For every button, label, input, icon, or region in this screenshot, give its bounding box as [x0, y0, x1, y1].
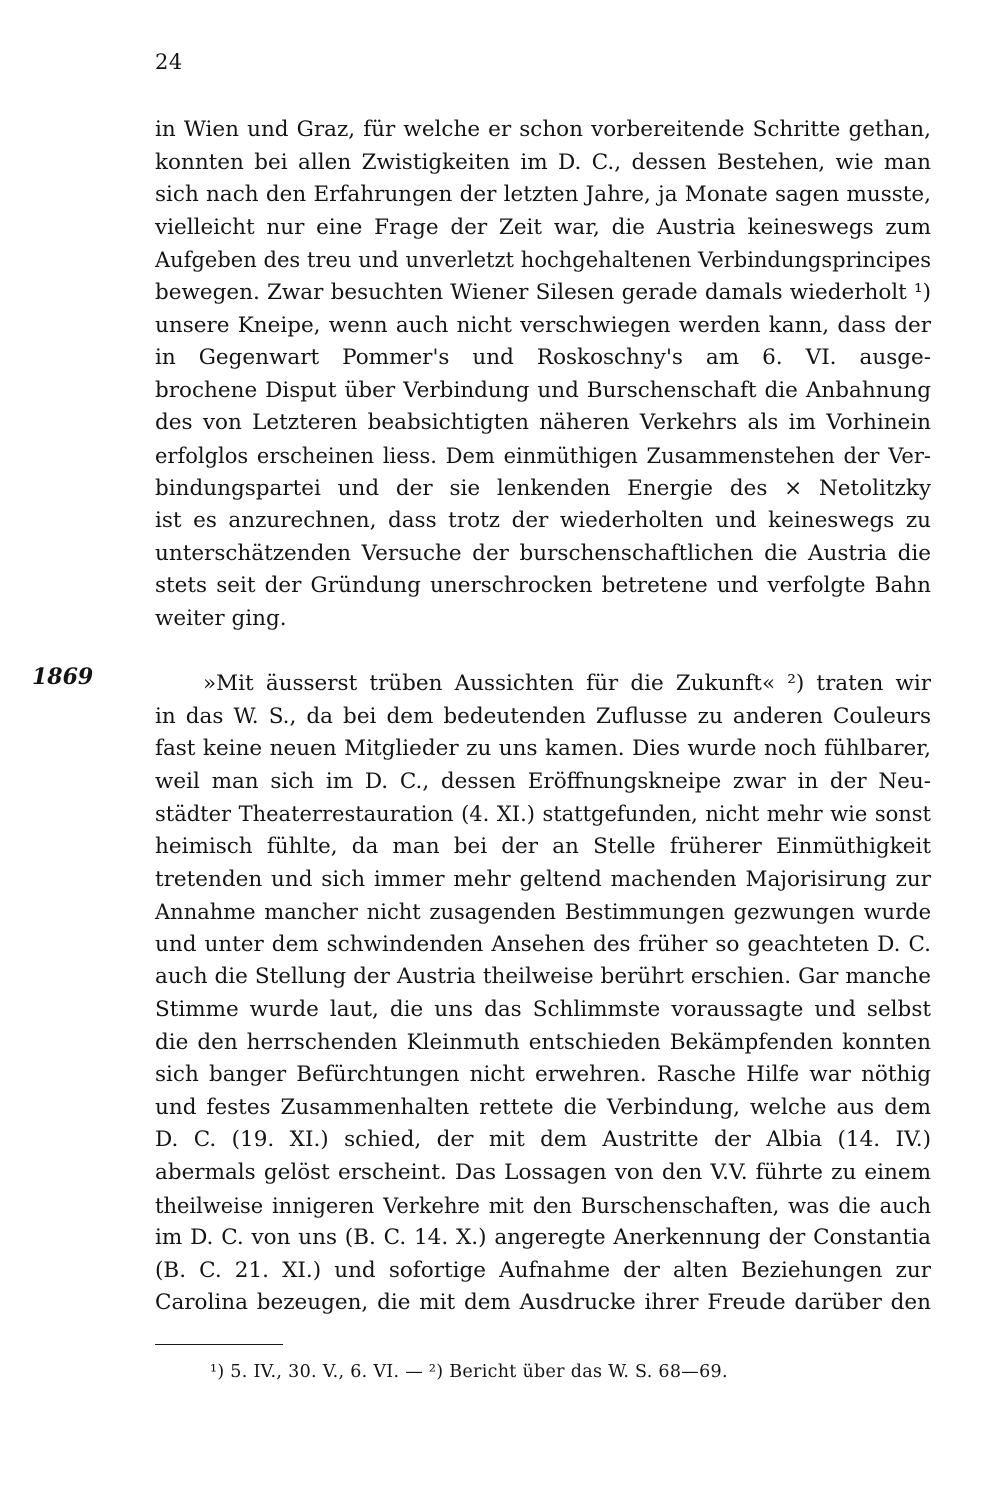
text-line: weiter ging.: [155, 605, 287, 631]
text-line: Stimme wurde laut, die uns das Schlimmste voraussagte und selbst: [155, 996, 931, 1022]
text-line: des von Letzteren beabsichtigten näheren Verkehrs als im Vorhinein: [155, 410, 931, 436]
text-line: auch die Stellung der Austria theilweise berührt erschien. Gar manche: [155, 964, 931, 990]
text-line: »Mit äusserst trüben Aussichten für die Zukunft« ²) traten wir: [203, 671, 931, 696]
margin-year: 1869: [32, 664, 94, 690]
footnote-rule: [155, 1344, 283, 1345]
text-line: brochene Disput über Verbindung und Burschenschaft die Anbahnung: [155, 377, 931, 403]
text-line: vielleicht nur eine Frage der Zeit war, die Austria keineswegs zum: [155, 214, 931, 240]
text-line: städter Theaterrestauration (4. XI.) stattgefunden, nicht mehr wie sonst: [155, 802, 931, 827]
footnotes: ¹) 5. IV., 30. V., 6. VI. — ²) Bericht über das W. S. 68—69.: [210, 1362, 728, 1382]
text-line: unterschätzenden Versuche der burschenschaftlichen die Austria die: [155, 540, 931, 566]
text-line: tretenden und sich immer mehr geltend machenden Majorisirung zur: [155, 866, 931, 892]
text-line: theilweise innigeren Verkehre mit den Burschenschaften, was die auch: [155, 1193, 931, 1218]
text-line: im D. C. von uns (B. C. 14. X.) angeregte Anerkennung der Constantia: [155, 1225, 931, 1251]
text-line: weil man sich im D. C., dessen Eröffnungskneipe zwar in der Neu-: [155, 768, 931, 794]
text-line: bewegen. Zwar besuchten Wiener Silesen gerade damals wiederholt ¹): [155, 279, 931, 305]
text-line: sich nach den Erfahrungen der letzten Jahre, ja Monate sagen musste,: [155, 182, 931, 208]
text-line: in Gegenwart Pommer's und Roskoschny's am 6. VI. ausge-: [155, 345, 931, 371]
text-line: erfolglos erscheinen liess. Dem einmüthigen Zusammenstehen der Ver-: [155, 443, 931, 468]
text-line: Carolina bezeugen, die mit dem Ausdrucke ihrer Freude darüber den: [155, 1290, 931, 1316]
text-line: Annahme mancher nicht zusagenden Bestimmungen gezwungen wurde: [155, 900, 931, 925]
text-line: fast keine neuen Mitglieder zu uns kamen. Dies wurde noch fühlbarer,: [155, 736, 931, 762]
text-line: in das W. S., da bei dem bedeutenden Zuflusse zu anderen Couleurs: [155, 703, 931, 729]
text-line: in Wien und Graz, für welche er schon vorbereitende Schritte gethan,: [155, 117, 931, 142]
text-line: bindungspartei und der sie lenkenden Energie des × Netolitzky: [155, 475, 931, 501]
text-line: stets seit der Gründung unerschrocken betretene und verfolgte Bahn: [155, 573, 931, 599]
text-line: die den herrschenden Kleinmuth entschieden Bekämpfenden konnten: [155, 1029, 931, 1055]
text-line: heimisch fühlte, da man bei der an Stelle früherer Einmüthigkeit: [155, 833, 931, 859]
text-line: und unter dem schwindenden Ansehen des früher so geachteten D. C.: [155, 931, 931, 957]
text-line: ist es anzurechnen, dass trotz der wiederholten und keineswegs zu: [155, 508, 931, 534]
text-line: (B. C. 21. XI.) und sofortige Aufnahme der alten Beziehungen zur: [155, 1257, 931, 1283]
paragraph-1: [155, 114, 931, 636]
paragraph-2: [155, 668, 931, 1320]
text-line: abermals gelöst erscheint. Das Lossagen von den V.V. führte zu einem: [155, 1159, 931, 1185]
text-line: unsere Kneipe, wenn auch nicht verschwiegen werden kann, dass der: [155, 312, 931, 338]
text-line: D. C. (19. XI.) schied, der mit dem Austritte der Albia (14. IV.): [155, 1127, 931, 1153]
text-line: und festes Zusammenhalten rettete die Verbindung, welche aus dem: [155, 1094, 931, 1120]
page-number: 24: [155, 50, 183, 74]
text-line: konnten bei allen Zwistigkeiten im D. C., dessen Bestehen, wie man: [155, 149, 931, 175]
text-line: Aufgeben des treu und unverletzt hochgehaltenen Verbindungsprincipes: [155, 248, 931, 273]
text-line: sich banger Befürchtungen nicht erwehren. Rasche Hilfe war nöthig: [155, 1062, 931, 1088]
